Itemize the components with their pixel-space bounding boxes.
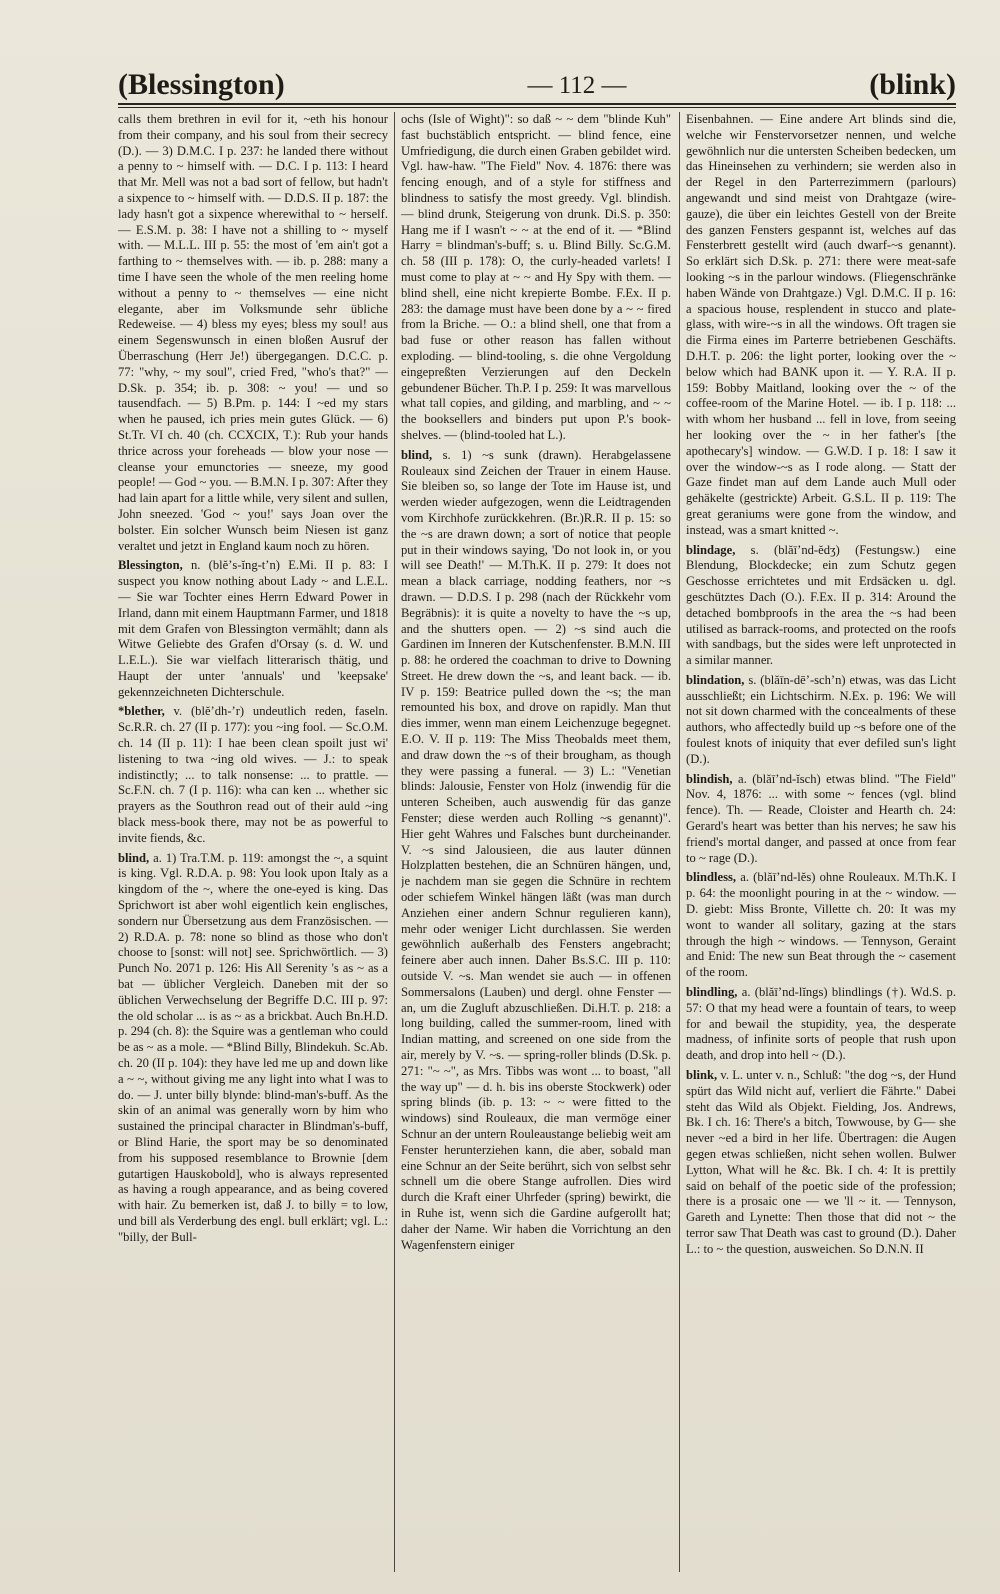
entry-text: a. 1) Tra.T.M. p. 119: amongst the ~, a squint is king. Vgl. R.D.A. p. 98: You look upon Italy as a kingdom of the ~, where the one-eyed is king. Das Sprichwort ist aber wohl eigentlich kein englisches, sondern nur Übersetzung aus dem Französischen. — 2) R.D.A. p. 78: none so blind as those who don't choose to [sonst: will not] see. Sprichwörtlich. — 3) Punch No. 2071 p. 126: His All Serenity 's as ~ as a bat — üblicher Vergleich. Daneben mit der so üblichen Verwechselung der Begriffe D.C. III p. 97: the old scholar ... is as ~ as a brickbat. Auch Bn.H.D. p. 294 (ch. 8): the Squire was a gentleman who could be as ~ as a mole. — *Blind Billy, Blindekuh. Sc.Ab. ch. 20 (II p. 104): they have led me up and down like a ~ ~, without giving me any light into what I was to do. — J. unter billy blynde: blind-man's-buff. As the skin of an animal was generally worn by him who sustained the principal character in Blindman's-buff, or Blind Harie, the sport may be so denominated from his supposed resemblance to Brownie [dem gutartigen Hauskobold], who is always represented as having a rough appearance, and as being covered with hair. Zu bemerken ist, daß J. to billy = to low, und bill als Verderbung des engl. bull erklärt; vgl. L.: "billy, der Bull- <box>118 850 388 1244</box>
entry-headword: blind, <box>401 447 433 462</box>
column-separator <box>394 112 395 1572</box>
right-running-headword: (blink) <box>869 68 956 101</box>
column-left <box>118 112 388 1572</box>
dictionary-entry <box>686 1068 956 1258</box>
entry-continuation <box>401 112 671 444</box>
dictionary-entry <box>686 543 956 669</box>
dictionary-entry <box>401 448 671 1254</box>
entry-headword: *blether, <box>118 704 165 719</box>
dictionary-entry <box>686 985 956 1064</box>
entry-headword: blindless, <box>686 870 737 885</box>
dictionary-entry <box>686 772 956 867</box>
entry-text: a. (blăīʼnd-lĕs) ohne Rouleaux. M.Th.K. I p. 64: the moonlight pouring in at the ~ window. — D. giebt: Miss Bronte, Villette ch. 20: It was my wont to wander all solitary, gazing at the stars through the high ~ windows. — Tennyson, Geraint and Enid: The new sun Beat through the ~ casement of the room. <box>686 870 956 980</box>
dictionary-entry <box>118 558 388 700</box>
dictionary-entry <box>686 673 956 768</box>
entry-text: s. 1) ~s sunk (drawn). Herabgelassene Rouleaux sind Zeichen der Trauer in einem Hause. Sie bleiben so, so lange der Tote im Hause ist, und werden wieder aufgezogen, wenn die Leidtragenden vom Kirchhofe zurückkehren. (Br.)R.R. II p. 15: so the ~s are drawn down; a sort of notice that people put in their windows saying, 'Do not look in, or you will see Death!' — M.Th.K. II p. 279: It does not mean a black carriage, nodding feathers, nor ~s drawn. — D.D.S. I p. 298 (nach der Rückkehr vom Begräbnis): it is quite a novelty to have the ~s up, and the shutters open. — 2) ~s sind auch die Gardinen im Inneren der Kutschenfenster. B.M.N. III p. 88: he ordered the coachman to drive to Downing Street. He drew down the ~s, and leant back. — ib. IV p. 159: Beatrice pulled down the ~s; the man remounted his box, and drove on rapidly. Man thut dies immer, wenn man einem Leichenzuge begegnet. E.O. V. II p. 119: The Miss Theobalds meet them, and draw down the ~s of their brougham, as though they were passing a funeral. — 3) L.: "Venetian blinds: Jalousie, Fenster von Holz (inwendig für die unteren Scheiben, auch auswendig für das ganze Fenster; diese werden auch Rolling ~s genannt)". Hier geht Wahres und Falsches bunt durcheinander. V. ~s sind Jalousieen, die aus lauter dünnen Holzplatten bestehen, die an Schnüren hängen, und, je nachdem man sie gegen die Schnüre in rechtem oder schiefem Winkel hängen läßt (was man durch Anziehen einer andern Schnur regulieren kann), mehr oder weniger Licht durchlassen. Sie werden gewöhnlich außerhalb des Fensters angebracht; feinere aber auch innen. Daher Bs.S.C. III p. 110: outside V. ~s. Man wendet sie auch — in offenen Sommersalons (Lauben) und dergl. ohne Fenster — an, um die Zugluft abzuschließen. Di.H.T. p. 218: a long building, called the summer-room, lined with Indian matting, and screened on one side from the air, merely by V. ~s. — spring-roller blinds (D.Sk. p. 271: "~ ~", as Mrs. Tibbs was wont ... to boast, "all the way up" — d. h. bis ins oberste Stockwerk) oder spring blinds (ib. p. 13: ~ ~ were fitted to the windows) sind Rouleaux, die man vermöge einer Schnur an der untern Rouleaustange beliebig weit am Fenster herunterziehen kann, die aber, sobald man eine Schnur an der Seite berührt, sich von selbst sehr schnell um die obere Stange aufrollen. Dies wird durch die Kraft einer Uhrfeder (spring) bewirkt, die in Ruhe ist, wenn sich die Gardine aufgerollt hat; daher der Name. Wir haben die Vorrichtung an den Wagenfenstern einiger <box>401 447 671 1252</box>
header-rule <box>118 103 956 105</box>
entry-text: s. (blăīn-dēʼ-schʼn) etwas, was das Licht ausschließt; ein Lichtschirm. N.Ex. p. 196: We will not sit down charmed with the concealments of these authors, who affectedly build up ~s before one of the foulest knots of iniquity that ever defiled sun's light (D.). <box>686 672 956 766</box>
column-separator <box>679 112 680 1572</box>
page-header <box>118 64 956 100</box>
column-right <box>686 112 956 1572</box>
entry-text: s. (blăīʼnd-ĕdʒ) (Festungsw.) eine Blendung, Blockdecke; ein zum Schutz gegen Geschosse errichtetes und mit Erdsäcken u. dgl. geschütztes Dach (O.). F.Ex. II p. 314: Around the detached bombproofs in the area the ~s had been utilised as barrack-rooms, and protected on the roofs with sandbags, but the sides were left unprotected in a similar manner. <box>686 542 956 668</box>
dictionary-entry <box>118 851 388 1246</box>
page-number: — 112 — <box>527 72 627 99</box>
entry-text: calls them brethren in evil for it, ~eth his honour from their company, and his soul from their secrecy (D.). — 3) D.M.C. I p. 237: he landed there without a penny to ~ himself with. — D.C. I p. 113: I heard that Mr. Mell was not a bad sort of fellow, but hadn't a sixpence to ~ himself with. — D.D.S. II p. 187: the lady hasn't got a sixpence wherewithal to ~ herself. — E.S.M. p. 38: I have not a shilling to ~ myself with. — M.L.L. III p. 55: the most of 'em ain't got a farthing to ~ themselves with. — ib. p. 288: many a time I have seen the whole of the men reeling home without a penny to ~ themselves — eine nicht elegante, aber im Volksmunde sehr übliche Redeweise. — 4) bless my eyes; bless my soul! aus einem Segenswunsch in einen bloßen Ausruf der Überraschung (Herr Je!) übergegangen. D.C.C. p. 77: "why, ~ my soul", cried Fred, "who's that?" — D.Sk. p. 354; ib. p. 308: ~ you! — und so tausendfach. — 5) B.Pm. p. 144: I ~ed my stars when he paused, ich pries mein gutes Glück. — 6) St.Tr. VI ch. 40 (ch. CCXCIX, T.): Rub your hands thrice across your foreheads — blow your nose — cleanse your emunctories — sneeze, my good people! — God ~ you. — B.M.N. I p. 307: After they had lain apart for a little while, very silent and sullen, John sneezed. 'God ~ you!' says Joan over the bolster. Ein solcher Wunsch beim Niesen ist ganz veraltet und jetzt in England kaum noch zu hören. <box>118 112 388 553</box>
entry-text: Eisenbahnen. — Eine andere Art blinds sind die, welche wir Fenstervorsetzer nennen, und welche gewöhnlich nur die untersten Scheiben bedecken, um das Hineinsehen zu verhindern; sie werden also in der Regel in den Parterrezimmern (parlours) angewandt und sind meist von Drahtgaze (wire-gauze), die über ein leichtes Gestell von der Breite des ganzen Fensters gespannt ist, welches auf das Fensterbrett gestellt wird (auch dwarf-~s genannt). So erklärt sich D.Sk. p. 271: there were meat-safe looking ~s in the parlour windows. (Fliegenschränke haben Wände von Drahtgaze.) Vgl. D.M.C. II p. 16: a spacious house, resplendent in stucco and plate-glass, with wire-~s in all the windows. Oft tragen sie die Firma eines im Parterre betriebenen Geschäfts. D.H.T. p. 206: the light porter, looking over the ~ below which had BANK upon it. — Y. R.A. II p. 159: Bobby Maitland, looking over the ~ of the coffee-room of the Marine Hotel. — ib. I p. 118: ... with whom her husband ... fell in love, from seeing her looking over the ~ in her father's [the apothecary's] window. — G.W.D. I p. 18: I saw it over the window-~s as I rode along. — Statt der Gaze findet man auf dem Lande auch Mull oder gehäkelte (gestrickte) Arbeit. G.S.L. II p. 119: The great geraniums were gone from the window, and instead, was a smart knitted ~. <box>686 112 956 537</box>
header-rule-thin <box>118 107 956 108</box>
entry-headword: Blessington, <box>118 558 183 573</box>
entry-headword: blindage, <box>686 542 736 557</box>
entry-headword: blink, <box>686 1068 718 1083</box>
entry-headword: blind, <box>118 850 150 865</box>
dictionary-entry <box>686 870 956 981</box>
entry-continuation <box>686 112 956 539</box>
left-running-headword: (Blessington) <box>118 68 285 101</box>
entry-headword: blindish, <box>686 771 733 786</box>
entry-continuation <box>118 112 388 554</box>
entry-text: a. (blăīʼnd-lĭngs) blindlings (†). Wd.S. p. 57: O that my head were a fountain of tears, to weep for and bewail the stupidity, yea, the desperate madness, of infinite sorts of people that rush upon death, and drop into hell ~ (D.). <box>686 985 956 1063</box>
entry-headword: blindation, <box>686 672 745 687</box>
dictionary-entry <box>118 704 388 846</box>
entry-text: v. (blĕʼdh-ʼr) undeutlich reden, faseln. Sc.R.R. ch. 27 (II p. 177): you ~ing fool. — Sc.O.M. ch. 14 (II p. 11): I hae been clean spoilt just wi' listening to twa ~ing old wives. — J.: to speak indistinctly; ... to talk nonsense: ... to prattle. — Sc.F.N. ch. 7 (I p. 116): wha can ken ... whether sic prayers as the Southron read out of their auld ~ing black mess-book there, may not be as powerful to invite fiends, &c. <box>118 704 388 845</box>
entry-text: ochs (Isle of Wight)": so daß ~ ~ dem "blinde Kuh" fast buchstäblich entspricht. — blind fence, eine Umfriedigung, die durch einen Graben gebildet wird. Vgl. haw-haw. "The Field" Nov. 4. 1876: there was fencing enough, and of a style for stiffness and blindness to satisfy the most greedy. Vgl. blindish. — blind drunk, Steigerung von drunk. Di.S. p. 350: Hang me if I wasn't ~ ~ at the end of it. — *Blind Harry = blindman's-buff; s. u. Blind Billy. Sc.G.M. ch. 58 (III p. 178): O, the curly-headed varlets! I must come to play at ~ ~ and Hy Spy with them. — blind shell, eine nicht krepierte Bombe. F.Ex. II p. 283: the damage must have been done by a ~ ~ fired from la Briche. — O.: a blind shell, one that from a bad fuse or other reason has fallen without exploding. — blind-tooling, s. die ohne Vergoldung eingepreßten Verzierungen auf den Deckeln gebundener Bücher. Th.P. I p. 259: It was marvellous what tall copies, and gilding, and marbling, and ~ ~ the booksellers and binders put upon P.'s book-shelves. — (blind-tooled hat L.). <box>401 112 671 442</box>
entry-text: n. (blĕʼs-ĭng-tʼn) E.Mi. II p. 83: I suspect you know nothing about Lady ~ and L.E.L. — Sie war Tochter eines Herrn Edward Power in Irland, dann mit einem Hauptmann Farmer, und 1818 mit dem Grafen von Blessington vermählt; dann als Witwe Geliebte des Grafen d'Orsay (s. d. W. und L.E.L.). Sie war vielfach litterarisch thätig, und Haupt der unter 'annuals' und 'keepsake' gekennzeichneten Dichterschule. <box>118 558 388 699</box>
entry-text: a. (blăīʼnd-ĭsch) etwas blind. "The Field" Nov. 4, 1876: ... with some ~ fences (vgl. blind fence). Th. — Reade, Cloister and Hearth ch. 24: Gerard's heart was better than his nerves; he saw his friend's mortal danger, and passed at once from fear to ~ rage (D.). <box>686 771 956 865</box>
column-middle <box>401 112 671 1572</box>
entry-text: v. L. unter v. n., Schluß: "the dog ~s, der Hund spürt das Wild nicht auf, verliert die Fährte." Dabei steht das Wild als Objekt. Fielding, Jos. Andrews, Bk. I ch. 16: There's a bitch, Towwouse, by G— she never ~ed a bird in her life. Übertragen: die Augen gegen etwas schließen, nicht sehen wollen. Bulwer Lytton, What will he &c. Bk. I ch. 4: It is prettily said on behalf of the poetic side of the profession; there is a prosaic one — we 'll ~ it. — Tennyson, Gareth and Lynette: Then those that did not ~ the terror saw That Death was cast to ground (D.). Daher L.: to ~ the question, ausweichen. So D.N.N. II <box>686 1068 956 1256</box>
entry-headword: blindling, <box>686 985 738 1000</box>
